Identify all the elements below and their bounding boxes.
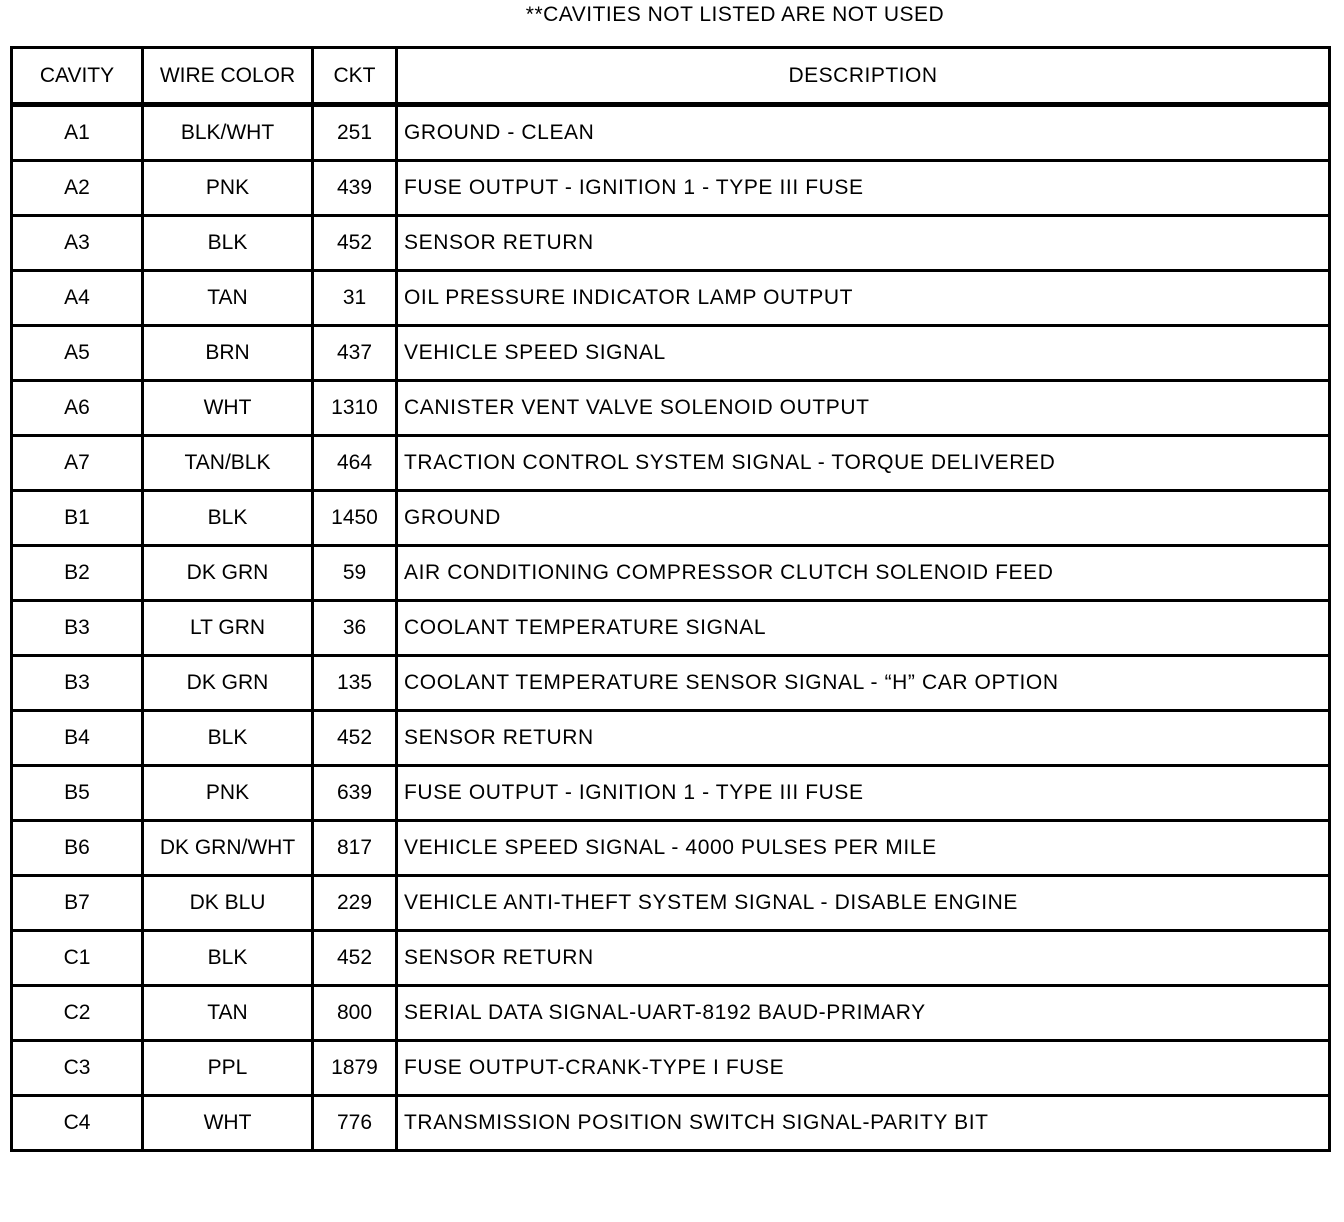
cavity-cell: A3 bbox=[12, 216, 143, 271]
description-cell: VEHICLE SPEED SIGNAL bbox=[397, 326, 1330, 381]
ckt-cell: 800 bbox=[313, 986, 397, 1041]
ckt-cell: 251 bbox=[313, 105, 397, 161]
cavity-cell: B3 bbox=[12, 601, 143, 656]
wire-color-cell: TAN bbox=[143, 986, 313, 1041]
cavity-cell: C3 bbox=[12, 1041, 143, 1096]
connector-pinout-table bbox=[10, 46, 1331, 1152]
cavity-cell: B5 bbox=[12, 766, 143, 821]
wire-color-cell: BRN bbox=[143, 326, 313, 381]
ckt-cell: 452 bbox=[313, 711, 397, 766]
description-cell: AIR CONDITIONING COMPRESSOR CLUTCH SOLENOID FEED bbox=[397, 546, 1330, 601]
cavity-cell: C4 bbox=[12, 1096, 143, 1151]
column-header-ckt: CKT bbox=[313, 48, 397, 105]
column-header-wire-color: WIRE COLOR bbox=[143, 48, 313, 105]
wire-color-cell: TAN/BLK bbox=[143, 436, 313, 491]
wire-color-cell: WHT bbox=[143, 1096, 313, 1151]
wire-color-cell: BLK bbox=[143, 216, 313, 271]
wire-color-cell: DK BLU bbox=[143, 876, 313, 931]
description-cell: FUSE OUTPUT - IGNITION 1 - TYPE III FUSE bbox=[397, 161, 1330, 216]
ckt-cell: 464 bbox=[313, 436, 397, 491]
description-cell: GROUND - CLEAN bbox=[397, 105, 1330, 161]
description-cell: VEHICLE ANTI-THEFT SYSTEM SIGNAL - DISABLE ENGINE bbox=[397, 876, 1330, 931]
table-row bbox=[12, 216, 1330, 271]
ckt-cell: 1450 bbox=[313, 491, 397, 546]
ckt-cell: 452 bbox=[313, 216, 397, 271]
cavity-cell: B3 bbox=[12, 656, 143, 711]
table-row bbox=[12, 326, 1330, 381]
cavity-cell: A5 bbox=[12, 326, 143, 381]
ckt-cell: 31 bbox=[313, 271, 397, 326]
description-cell: VEHICLE SPEED SIGNAL - 4000 PULSES PER MILE bbox=[397, 821, 1330, 876]
table-row bbox=[12, 986, 1330, 1041]
cavity-cell: A4 bbox=[12, 271, 143, 326]
ckt-cell: 135 bbox=[313, 656, 397, 711]
table-row bbox=[12, 1096, 1330, 1151]
table-row bbox=[12, 546, 1330, 601]
cavity-cell: A1 bbox=[12, 105, 143, 161]
description-cell: CANISTER VENT VALVE SOLENOID OUTPUT bbox=[397, 381, 1330, 436]
wire-color-cell: TAN bbox=[143, 271, 313, 326]
description-cell: TRANSMISSION POSITION SWITCH SIGNAL-PARITY BIT bbox=[397, 1096, 1330, 1151]
description-cell: GROUND bbox=[397, 491, 1330, 546]
description-cell: SENSOR RETURN bbox=[397, 216, 1330, 271]
wire-color-cell: PPL bbox=[143, 1041, 313, 1096]
cavity-cell: A2 bbox=[12, 161, 143, 216]
ckt-cell: 229 bbox=[313, 876, 397, 931]
ckt-cell: 439 bbox=[313, 161, 397, 216]
description-cell: SERIAL DATA SIGNAL-UART-8192 BAUD-PRIMARY bbox=[397, 986, 1330, 1041]
ckt-cell: 437 bbox=[313, 326, 397, 381]
column-header-description: DESCRIPTION bbox=[397, 48, 1330, 105]
description-cell: COOLANT TEMPERATURE SIGNAL bbox=[397, 601, 1330, 656]
cavity-cell: A6 bbox=[12, 381, 143, 436]
cavity-cell: C1 bbox=[12, 931, 143, 986]
ckt-cell: 59 bbox=[313, 546, 397, 601]
wire-color-cell: BLK/WHT bbox=[143, 105, 313, 161]
cavity-cell: B1 bbox=[12, 491, 143, 546]
cavity-cell: A7 bbox=[12, 436, 143, 491]
wire-color-cell: BLK bbox=[143, 931, 313, 986]
table-row bbox=[12, 876, 1330, 931]
table-row bbox=[12, 821, 1330, 876]
ckt-cell: 817 bbox=[313, 821, 397, 876]
wire-color-cell: BLK bbox=[143, 491, 313, 546]
wire-color-cell: PNK bbox=[143, 161, 313, 216]
table-row bbox=[12, 766, 1330, 821]
cavity-cell: C2 bbox=[12, 986, 143, 1041]
table-row bbox=[12, 1041, 1330, 1096]
wire-color-cell: LT GRN bbox=[143, 601, 313, 656]
description-cell: TRACTION CONTROL SYSTEM SIGNAL - TORQUE DELIVERED bbox=[397, 436, 1330, 491]
table-row bbox=[12, 105, 1330, 161]
table-row bbox=[12, 931, 1330, 986]
table-body bbox=[12, 105, 1330, 1151]
wire-color-cell: DK GRN bbox=[143, 656, 313, 711]
table-row bbox=[12, 436, 1330, 491]
description-cell: FUSE OUTPUT - IGNITION 1 - TYPE III FUSE bbox=[397, 766, 1330, 821]
wire-color-cell: DK GRN/WHT bbox=[143, 821, 313, 876]
cavities-note: **CAVITIES NOT LISTED ARE NOT USED bbox=[525, 3, 945, 26]
description-cell: FUSE OUTPUT-CRANK-TYPE I FUSE bbox=[397, 1041, 1330, 1096]
table-row bbox=[12, 491, 1330, 546]
wire-color-cell: PNK bbox=[143, 766, 313, 821]
table-row bbox=[12, 601, 1330, 656]
description-cell: SENSOR RETURN bbox=[397, 931, 1330, 986]
table-row bbox=[12, 271, 1330, 326]
ckt-cell: 1310 bbox=[313, 381, 397, 436]
ckt-cell: 1879 bbox=[313, 1041, 397, 1096]
ckt-cell: 776 bbox=[313, 1096, 397, 1151]
ckt-cell: 452 bbox=[313, 931, 397, 986]
cavity-cell: B2 bbox=[12, 546, 143, 601]
description-cell: COOLANT TEMPERATURE SENSOR SIGNAL - “H” CAR OPTION bbox=[397, 656, 1330, 711]
wire-color-cell: WHT bbox=[143, 381, 313, 436]
cavity-cell: B7 bbox=[12, 876, 143, 931]
table-row bbox=[12, 711, 1330, 766]
table-row bbox=[12, 161, 1330, 216]
table-row bbox=[12, 656, 1330, 711]
description-cell: SENSOR RETURN bbox=[397, 711, 1330, 766]
description-cell: OIL PRESSURE INDICATOR LAMP OUTPUT bbox=[397, 271, 1330, 326]
wire-color-cell: DK GRN bbox=[143, 546, 313, 601]
table-row bbox=[12, 381, 1330, 436]
cavity-cell: B4 bbox=[12, 711, 143, 766]
wire-color-cell: BLK bbox=[143, 711, 313, 766]
table-header-row bbox=[12, 48, 1330, 105]
ckt-cell: 36 bbox=[313, 601, 397, 656]
column-header-cavity: CAVITY bbox=[12, 48, 143, 105]
cavity-cell: B6 bbox=[12, 821, 143, 876]
ckt-cell: 639 bbox=[313, 766, 397, 821]
